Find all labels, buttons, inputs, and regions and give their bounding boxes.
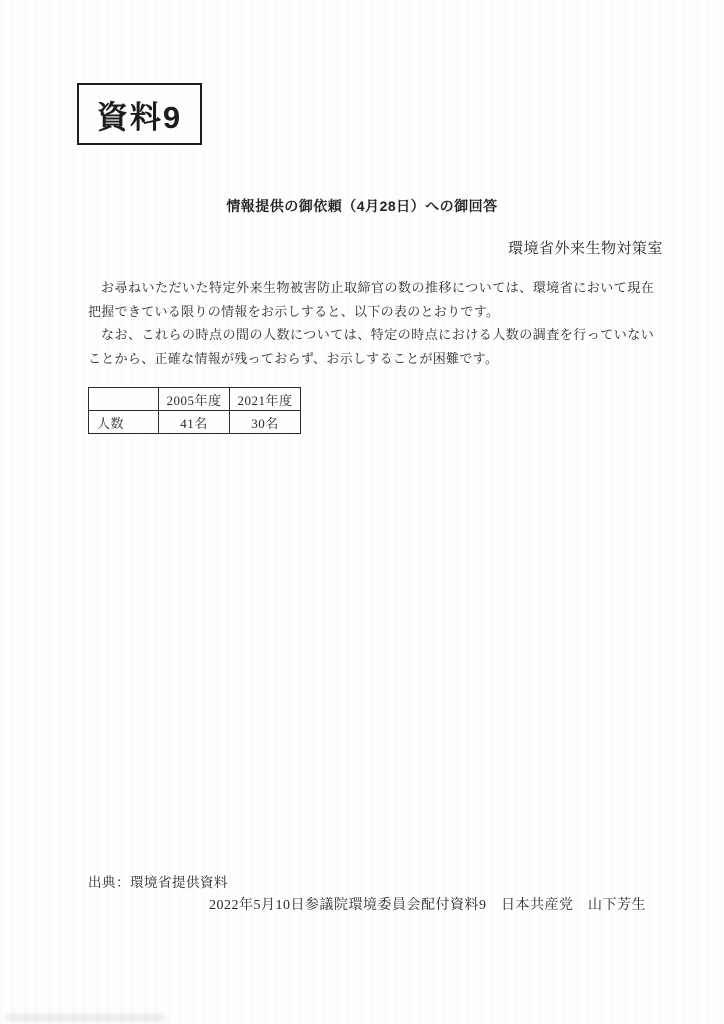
body-paragraph-1: お尋ねいただいた特定外来生物被害防止取締官の数の推移については、環境省において現在把握できている限りの情報をお示しすると、以下の表のとおりです。 bbox=[88, 280, 654, 319]
document-number-box bbox=[77, 83, 202, 145]
table-header-row bbox=[89, 388, 301, 411]
document-number-label: 資料9 bbox=[96, 99, 183, 135]
table-cell-2021: 30名 bbox=[230, 411, 301, 434]
table-cell-2005: 41名 bbox=[159, 411, 230, 434]
organization-name: 環境省外来生物対策室 bbox=[507, 241, 663, 257]
source-note: 出典：環境省提供資料 bbox=[88, 875, 228, 890]
table-corner-cell bbox=[89, 388, 159, 411]
attribution-line: 2022年5月10日参議院環境委員会配付資料9 日本共産党 山下芳生 bbox=[209, 898, 646, 913]
table-header-2021: 2021年度 bbox=[230, 388, 301, 411]
staff-count-table bbox=[88, 387, 301, 434]
table-data-row bbox=[89, 411, 301, 434]
body-paragraph-2: なお、これらの時点の間の人数については、特定の時点における人数の調査を行っていないことから、正確な情報が残っておらず、お示しすることが困難です。 bbox=[88, 327, 654, 366]
table-row-label: 人数 bbox=[89, 411, 159, 434]
scan-artifact-smudge bbox=[6, 1014, 166, 1021]
table-header-2005: 2005年度 bbox=[159, 388, 230, 411]
document-title: 情報提供の御依頼（4月28日）への御回答 bbox=[226, 198, 498, 214]
body-text-block bbox=[88, 276, 654, 370]
